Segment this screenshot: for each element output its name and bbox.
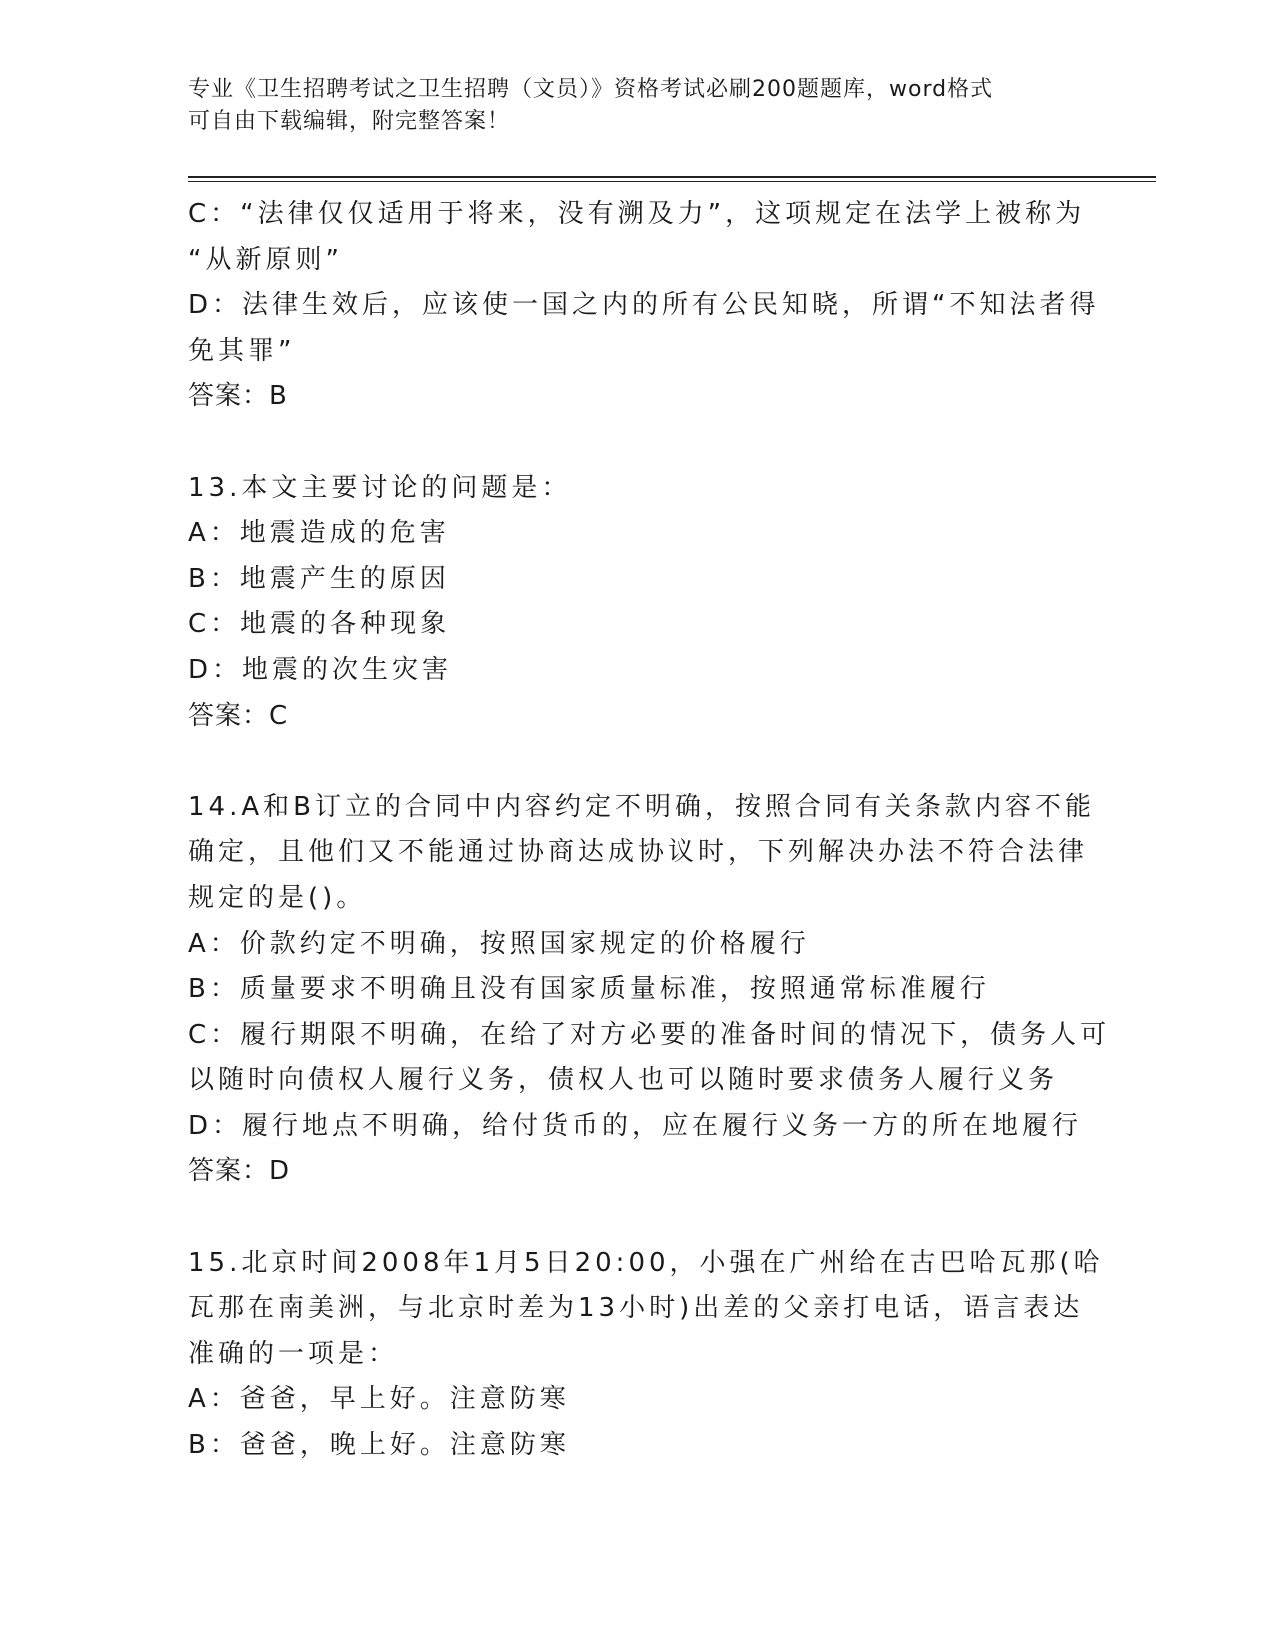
question-text: 15.北京时间2008年1月5日20:00，小强在广州给在古巴哈瓦那(哈	[188, 1247, 1104, 1278]
option-c: 以随时向债权人履行义务，债权人也可以随时要求债务人履行义务	[188, 1065, 1059, 1096]
option-c: C：履行期限不明确，在给了对方必要的准备时间的情况下，债务人可	[188, 1019, 1111, 1050]
option-d: 免其罪”	[188, 335, 296, 366]
spacer	[188, 420, 1088, 466]
answer-label: 答案：D	[188, 1156, 291, 1187]
question-text: 规定的是()。	[188, 882, 367, 913]
option-a: A：价款约定不明确，按照国家规定的价格履行	[188, 928, 810, 959]
answer-label: 答案：B	[188, 381, 288, 412]
option-d: D：地震的次生灾害	[188, 654, 453, 685]
question-14	[188, 785, 1111, 1195]
header-line: 专业《卫生招聘考试之卫生招聘（文员）》资格考试必刷200题题库，word格式	[188, 77, 994, 102]
option-c: “从新原则”	[188, 244, 343, 275]
question-text: 13.本文主要讨论的问题是：	[188, 472, 572, 503]
question-text: 瓦那在南美洲，与北京时差为13小时)出差的父亲打电话，语言表达	[188, 1293, 1084, 1324]
option-b: B：地震产生的原因	[188, 563, 450, 594]
answer-label: 答案：C	[188, 700, 289, 731]
question-15	[188, 1241, 1104, 1469]
option-a: A：地震造成的危害	[188, 518, 450, 549]
question-13	[188, 466, 1088, 740]
header-line: 可自由下载编辑，附完整答案！	[188, 109, 511, 134]
option-d: D：履行地点不明确，给付货币的，应在履行义务一方的所在地履行	[188, 1110, 1083, 1141]
option-b: B：质量要求不明确且没有国家质量标准，按照通常标准履行	[188, 974, 990, 1005]
question-text: 确定，且他们又不能通过协商达成协议时，下列解决办法不符合法律	[188, 837, 1089, 868]
header-rule-thin	[188, 181, 1156, 182]
spacer	[188, 1195, 1088, 1241]
option-b: B：爸爸，晚上好。注意防寒	[188, 1430, 570, 1461]
question-content	[188, 192, 1111, 1469]
document-header	[188, 74, 1068, 138]
question-text: 准确的一项是：	[188, 1338, 399, 1369]
header-rule-thick	[188, 176, 1156, 178]
option-a: A：爸爸，早上好。注意防寒	[188, 1384, 570, 1415]
spacer	[188, 739, 1088, 785]
question-12-tail	[188, 192, 1100, 420]
option-c: C：“法律仅仅适用于将来，没有溯及力”，这项规定在法学上被称为	[188, 199, 1086, 229]
option-d: D：法律生效后，应该使一国之内的所有公民知晓，所谓“不知法者得	[188, 290, 1100, 321]
option-c: C：地震的各种现象	[188, 609, 451, 640]
question-text: 14.A和B订立的合同中内容约定不明确，按照合同有关条款内容不能	[188, 791, 1095, 822]
